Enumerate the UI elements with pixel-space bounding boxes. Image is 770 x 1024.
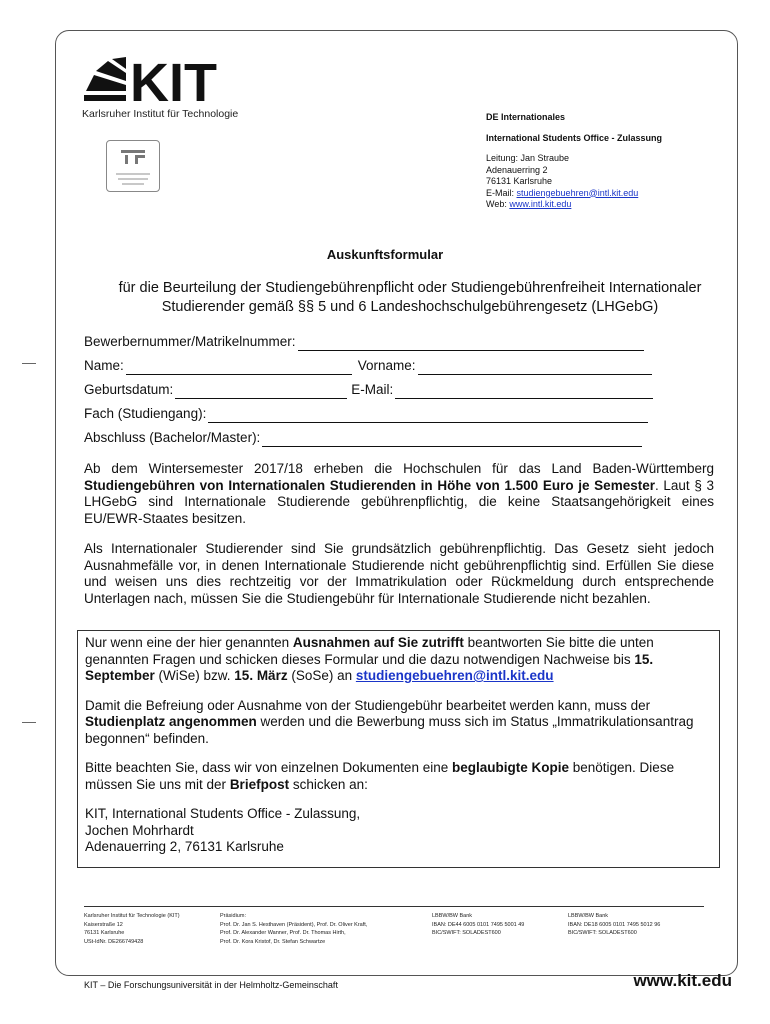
web-label: Web: [486, 199, 510, 209]
fee-intro-paragraph: Ab dem Wintersemester 2017/18 erheben die Hochschulen für das Land Baden-Württemberg Studiengebühren von Internationalen Studierenden in Höhe von 1.500 Euro je Semester. Laut § 3 LHGebG sind Internationale Studierende gebührenpflichtig, die keine Staatsangehörigkeit eines EU/EWR-Staates besitzen. [84, 461, 715, 526]
office-city: 76131 Karlsruhe [486, 176, 553, 186]
web-link[interactable]: www.intl.kit.edu [509, 199, 572, 209]
first-name-label: Vorname: [357, 358, 416, 373]
notice-status: Damit die Befreiung oder Ausnahme von der Studiengebühr bearbeitet werden kann, muss der Studienplatz angenommen werden und die Bewerbung muss sich im Status „Immatrikulationsantrag begonnen“ befinden. [85, 697, 694, 746]
address-block [486, 112, 662, 211]
name-label: Name: [84, 358, 124, 373]
form-fields [84, 327, 653, 447]
birthdate-field[interactable] [175, 384, 347, 399]
footer-bank-1: LBBW/BW Bank IBAN: DE44 6005 0101 7495 5001 49 BIC/SWIFT: SOLADEST600 [432, 913, 525, 936]
email-label: E-Mail: [486, 187, 517, 198]
office-lead: Leitung: Jan Straube [486, 153, 570, 163]
fold-mark [22, 363, 36, 364]
page-title: Auskunftsformular [326, 247, 444, 262]
office-street: Adenauerring 2 [486, 164, 548, 175]
subject-label: Fach (Studiengang): [84, 406, 207, 421]
kit-logo [82, 57, 234, 112]
birthdate-label: Geburtsdatum: [84, 382, 174, 397]
postal-address: KIT, International Students Office - Zulassung, Jochen Mohrhardt Adenauerring 2, 76131 Karlsruhe [85, 806, 361, 854]
office-name: International Students Office - Zulassung [486, 132, 663, 143]
logo-wordmark: KIT [130, 57, 217, 107]
logo-subtitle: Karlsruher Institut für Technologie [82, 108, 239, 120]
department: DE Internationales [486, 112, 566, 122]
footer-tagline: KIT – Die Forschungsuniversität in der Helmholtz-Gemeinschaft [84, 980, 338, 990]
notice-box [77, 630, 720, 868]
applicant-number-field[interactable] [298, 336, 644, 351]
applicant-number-label: Bewerbernummer/Matrikelnummer: [84, 334, 296, 349]
degree-field[interactable] [262, 432, 642, 447]
footer-kit-address: Karlsruher Institut für Technologie (KIT) Kaiserstraße 12 76131 Karlsruhe USt-IdNr. DE266749428 [84, 913, 180, 945]
exemption-paragraph: Als Internationaler Studierender sind Sie grundsätzlich gebührenpflichtig. Das Gesetz sieht jedoch Ausnahmefälle vor, in denen Internationale Studierende nicht gebührenpflichtig sind. Erfüllen Sie diese und weisen uns dies rechtzeitig vor der Immatrikulation oder Rückmeldung durch entsprechende Unterlagen nach, müssen Sie die Studiengebühr für Internationale Studierende nicht bezahlen. [84, 541, 714, 606]
page-subtitle: für die Beurteilung der Studiengebührenpflicht oder Studiengebührenfreiheit Internationaler Studierender gemäß §§ 5 und 6 Landeshochschulgebührengesetz (LHGebG) [118, 280, 702, 315]
certification-seal [106, 140, 160, 192]
email-field-label: E-Mail: [351, 382, 394, 397]
fold-mark [22, 722, 36, 723]
subject-field[interactable] [208, 408, 648, 423]
degree-label: Abschluss (Bachelor/Master): [84, 430, 261, 445]
notice-deadline: Nur wenn eine der hier genannten Ausnahmen auf Sie zutrifft beantworten Sie bitte die unten genannten Fragen und schicken dieses Formular und die dazu notwendigen Nachweise bis 15. September (WiSe) bzw. 15. März (SoSe) an studiengebuehren@intl.kit.edu [85, 635, 654, 683]
first-name-field[interactable] [418, 360, 652, 375]
footer-url[interactable]: www.kit.edu [633, 971, 732, 990]
footer-presidium: Präsidium: Prof. Dr. Jan S. Hesthaven (Präsident), Prof. Dr. Oliver Kraft, Prof. Dr. Alexander Wanner, Prof. Dr. Thomas Hirth, Prof. Dr. Kora Kristof, Dr. Stefan Schwartze [220, 913, 368, 945]
name-field[interactable] [126, 360, 352, 375]
email-input[interactable] [395, 384, 653, 399]
notice-email-link[interactable]: studiengebuehren@intl.kit.edu [355, 668, 554, 683]
footer-divider [84, 906, 704, 907]
email-link[interactable]: studiengebuehren@intl.kit.edu [516, 187, 639, 198]
notice-certified-copy: Bitte beachten Sie, dass wir von einzelnen Dokumenten eine beglaubigte Kopie benötigen. Diese müssen Sie uns mit der Briefpost schicken an: [85, 760, 675, 792]
footer-bank-2: LBBW/BW Bank IBAN: DE18 6005 0101 7495 5012 96 BIC/SWIFT: SOLADEST600 [568, 913, 661, 936]
